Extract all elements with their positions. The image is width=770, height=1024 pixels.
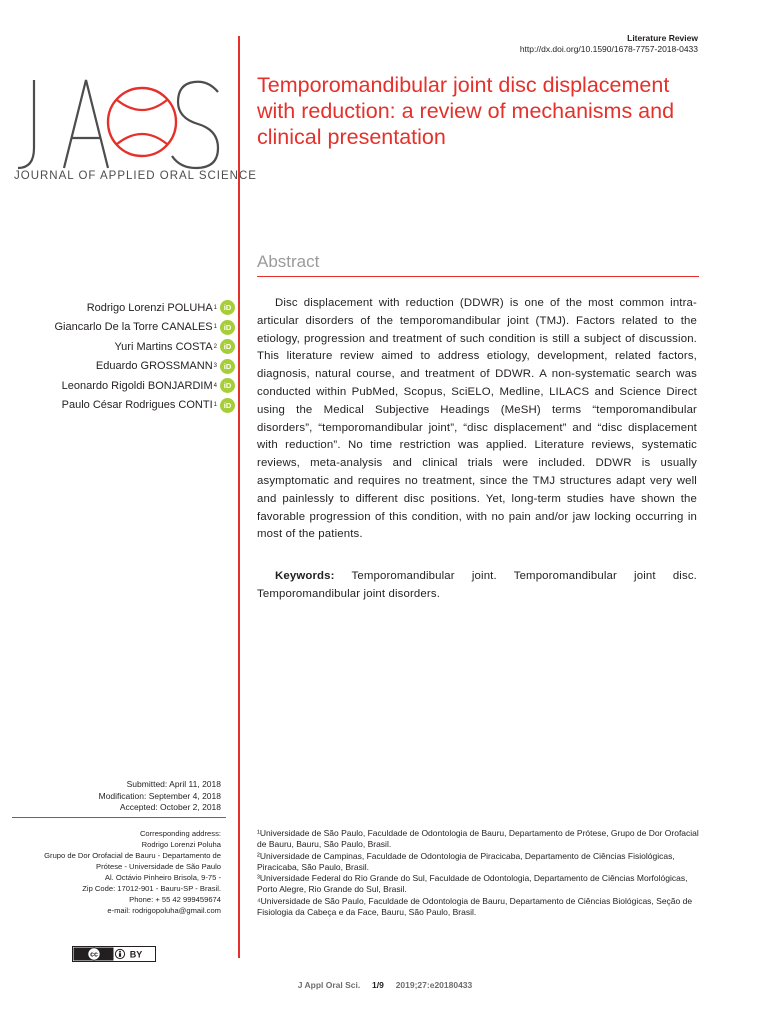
cc-icon: cc (90, 951, 98, 959)
author-affiliation-number: 3 (213, 363, 217, 370)
sidebar-rule (12, 817, 226, 818)
corresponding-address (9, 828, 221, 916)
article-dates (99, 779, 221, 814)
author (5, 396, 235, 416)
abstract-paragraph: Disc displacement with reduction (DDWR) is one of the most common intra-articular disorders of the temporomandibular joint (TMJ). Factors related to the etiology, progression and treatment of such condition is still a subject of discussion. This literature review aimed to address etiology, development, related factors, diagnosis, natural course, and treatment of DDWR. A non-systematic search was conducted within PubMed, Scopus, SciELO, Medline, LILACS and Science Direct using the Medical Subjective Headings (MeSH) terms “temporomandibular disorders”, “temporomandibular joint”, “disc displacement” and “disc displacement with reduction”. No time restriction was applied. Literature reviews, systematic reviews, meta-analysis and clinical trials were included. DDWR is usually asymptomatic and requires no treatment, since the TMJ structures adapt very well and painlessly to different disc positions. Yet, long-term studies have shown the favorable progression of this condition, with no pain and/or jaw locking occurring in most of the patients. (257, 297, 697, 541)
author (5, 337, 235, 357)
article-title: Temporomandibular joint disc displacement with reduction: a review of mechanisms and clinical presentation (257, 73, 675, 149)
cc-by-license-badge[interactable] (72, 946, 156, 962)
address-line: Corresponding address: (139, 829, 221, 838)
footer-page-number: 1/9 (372, 980, 384, 990)
address-line: Al. Octávio Pinheiro Brisola, 9-75 - (104, 873, 221, 882)
keywords (257, 568, 697, 604)
affiliation: ⁴Universidade de São Paulo, Faculdade de Odontologia de Bauru, Departamento de Ciências Biológicas, Seção de Fisiologia da Cabeça e da Face, Bauru, São Paulo, Brasil. (257, 895, 693, 918)
abstract-rule (257, 276, 699, 277)
author-affiliation-number: 2 (213, 343, 217, 350)
address-line: Phone: + 55 42 999459674 (129, 895, 221, 904)
orcid-icon[interactable]: iD (220, 339, 235, 354)
author-name: Leonardo Rigoldi BONJARDIM (61, 379, 213, 392)
doi-link[interactable]: http://dx.doi.org/10.1590/1678-7757-2018-0433 (519, 44, 698, 54)
abstract-heading: Abstract (257, 252, 320, 271)
footer-citation: 2019;27:e20180433 (395, 980, 473, 990)
abstract-body (257, 295, 697, 544)
orcid-icon[interactable]: iD (220, 378, 235, 393)
author-affiliation-number: 1 (213, 324, 217, 331)
address-line: Rodrigo Lorenzi Poluha (141, 840, 221, 849)
author-name: Eduardo GROSSMANN (95, 360, 213, 373)
author-affiliation-number: 4 (213, 382, 217, 389)
author-name: Rodrigo Lorenzi POLUHA (86, 301, 213, 314)
keywords-text: Temporomandibular joint. Temporomandibular joint disc. Temporomandibular joint disorders. (257, 570, 697, 600)
address-line: Grupo de Dor Orofacial de Bauru - Departamento de (44, 851, 221, 860)
cc-by-label: BY (129, 949, 143, 960)
modification-date: Modification: September 4, 2018 (98, 790, 221, 801)
email-address[interactable]: e-mail: rodrigopoluha@gmail.com (107, 906, 221, 915)
author-list (5, 298, 235, 415)
orcid-icon[interactable]: iD (220, 398, 235, 413)
accepted-date: Accepted: October 2, 2018 (119, 802, 221, 812)
author-affiliation-number: 1 (213, 304, 217, 311)
author-name: Yuri Martins COSTA (114, 340, 213, 353)
author (5, 318, 235, 338)
address-line: Prótese - Universidade de São Paulo (96, 862, 221, 871)
author (5, 298, 235, 318)
orcid-icon[interactable]: iD (220, 320, 235, 335)
affiliation: ²Universidade de Campinas, Faculdade de Odontologia de Piracicaba, Departamento de Ciências Fisiológicas, Piracicaba, São Paulo, Brasil. (257, 850, 675, 872)
orcid-icon[interactable]: iD (220, 300, 235, 315)
address-line: Zip Code: 17012-901 - Bauru-SP - Brasil. (82, 884, 221, 893)
page-footer (0, 980, 770, 990)
section-label: Literature Review (627, 33, 698, 43)
affiliation: ³Universidade Federal do Rio Grande do Sul, Faculdade de Odontologia, Departamento de Ciências Morfológicas, Porto Alegre, Rio Grande do Sul, Brasil. (257, 873, 688, 895)
author-affiliation-number: 1 (213, 402, 217, 409)
orcid-icon[interactable]: iD (220, 359, 235, 374)
affiliations (257, 828, 699, 918)
author-name: Giancarlo De la Torre CANALES (54, 321, 213, 334)
author-name: Paulo César Rodrigues CONTI (61, 399, 213, 412)
affiliation: ¹Universidade de São Paulo, Faculdade de Odontologia de Bauru, Departamento de Prótese, Grupo de Dor Orofacial de Bauru, Bauru, São Paulo, Brasil. (257, 828, 699, 850)
author (5, 357, 235, 377)
keywords-label: Keywords: (275, 570, 335, 582)
footer-journal: J Appl Oral Sci. (297, 980, 361, 990)
submitted-date: Submitted: April 11, 2018 (126, 779, 221, 789)
journal-name: JOURNAL OF APPLIED ORAL SCIENCE (14, 170, 257, 182)
author (5, 376, 235, 396)
